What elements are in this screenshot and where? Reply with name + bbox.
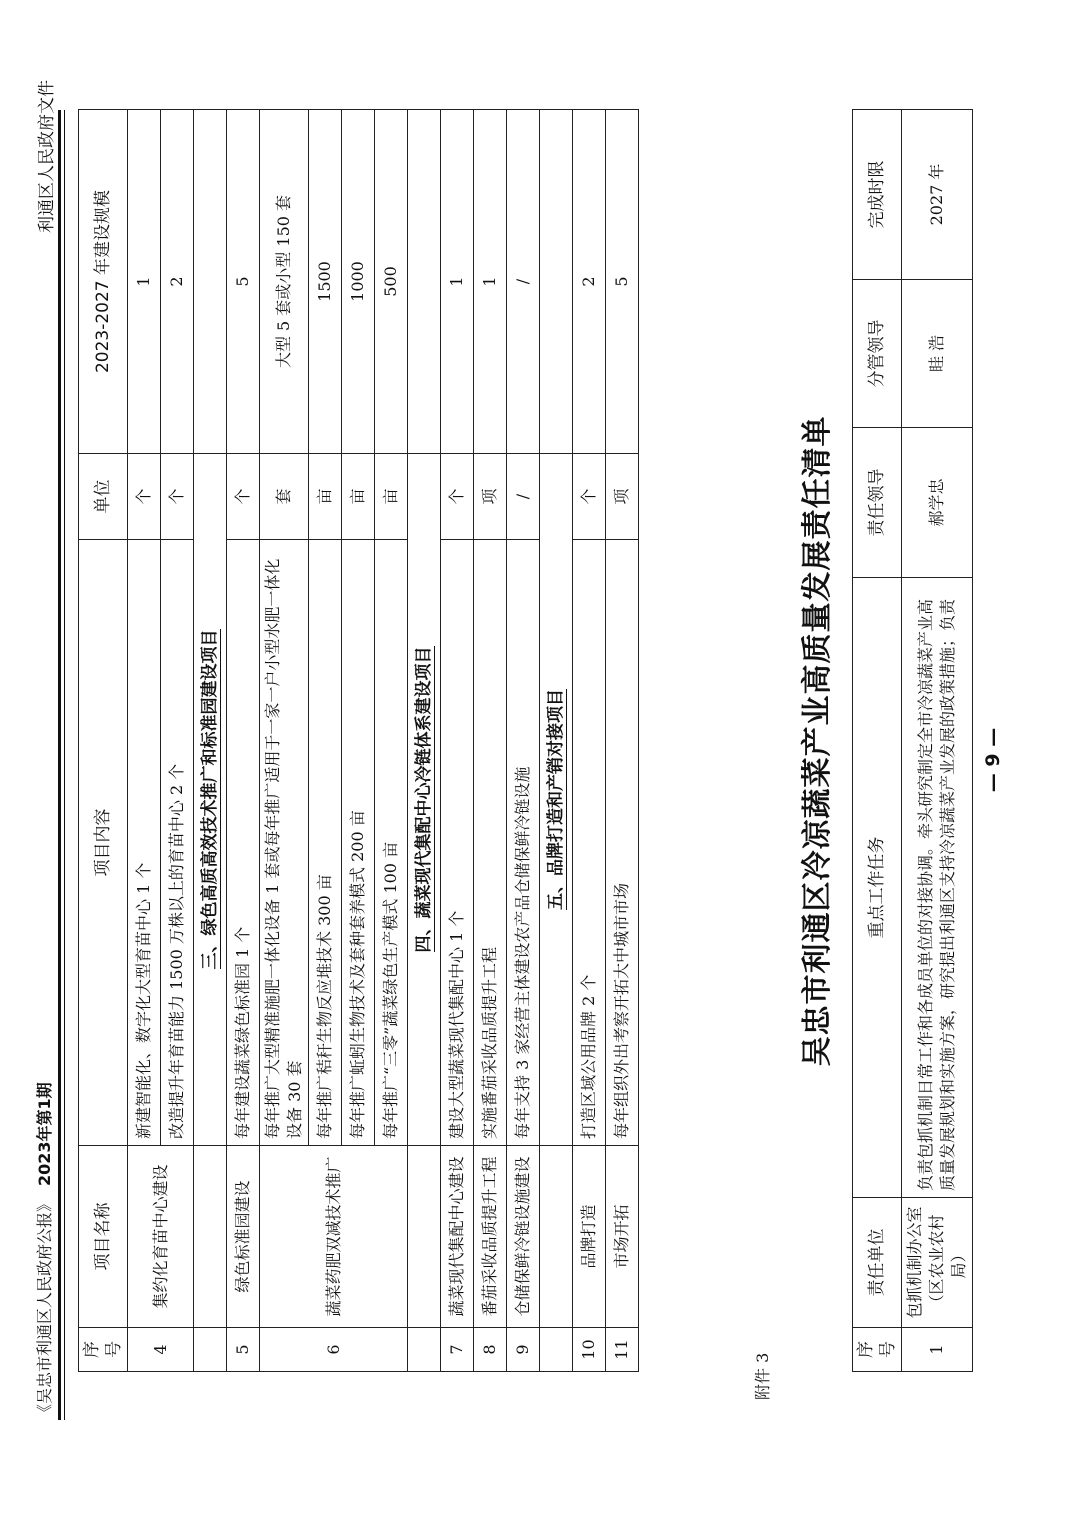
row-no: 11 xyxy=(606,1328,639,1372)
row-scale: 2 xyxy=(573,110,606,454)
row-name: 集约化育苗中心建设 xyxy=(128,1146,194,1328)
row-scale: 1 xyxy=(441,110,474,454)
row-scale: 1 xyxy=(474,110,507,454)
row-no: 10 xyxy=(573,1328,606,1372)
row-unit: 项 xyxy=(474,454,507,540)
issue-number: 2023年第1期 xyxy=(35,1082,54,1186)
row-scale: 2 xyxy=(161,110,194,454)
row-unit: 个 xyxy=(227,454,260,540)
project-table-header xyxy=(79,110,128,1372)
row-name: 番茄采收品质提升工程 xyxy=(474,1146,507,1328)
section-title-5: 五、品牌打造和产销对接项目 xyxy=(546,689,566,910)
row-no: 6 xyxy=(260,1328,408,1372)
section-row xyxy=(540,110,573,1372)
row-content: 每年推广“三零”蔬菜绿色生产模式 100 亩 xyxy=(375,540,408,1146)
row-scale: 500 xyxy=(375,110,408,454)
row-no: 1 xyxy=(902,1328,973,1372)
page-number: — 9 — xyxy=(982,727,1004,793)
row-unit: 套 xyxy=(260,454,309,540)
row-content: 每年推广蚯蚓生物技术及套种套养模式 200 亩 xyxy=(342,540,375,1146)
header-scale: 2023-2027 年建设规模 xyxy=(79,110,128,454)
row-content: 每年推广大型精准施肥一体化设备 1 套或每年推广适用于一家一户小型水肥一体化设备 30 套 xyxy=(260,540,309,1146)
row-content: 实施番茄采收品质提升工程 xyxy=(474,540,507,1146)
row-scale: 1500 xyxy=(309,110,342,454)
header-charge: 分管领导 xyxy=(853,280,902,428)
row-no: 9 xyxy=(507,1328,540,1372)
row-scale: 5 xyxy=(227,110,260,454)
responsibility-list-title: 吴忠市利通区冷凉蔬菜产业高质量发展责任清单 xyxy=(800,415,835,1067)
row-unit: / xyxy=(507,454,540,540)
row-unit: 个 xyxy=(128,454,161,540)
header-rule-thin xyxy=(64,110,65,1420)
row-no: 4 xyxy=(128,1328,194,1372)
row-content: 改造提升年育苗能力 1500 万株以上的育苗中心 2 个 xyxy=(161,540,194,1146)
header-document-type: 利通区人民政府文件 xyxy=(37,80,57,233)
table-row xyxy=(606,110,639,1372)
project-table xyxy=(78,109,639,1372)
row-unit: 个 xyxy=(573,454,606,540)
row-name: 市场开拓 xyxy=(606,1146,639,1328)
row-content: 新建智能化、数字化大型育苗中心 1 个 xyxy=(128,540,161,1146)
row-deadline: 2027 年 xyxy=(902,110,973,280)
table-row xyxy=(227,110,260,1372)
rotated-page xyxy=(20,20,1054,1500)
header-publication xyxy=(32,1082,55,1420)
row-name: 蔬菜药肥双减技术推广 xyxy=(260,1146,408,1328)
section-title-4: 四、蔬菜现代集配中心冷链体系建设项目 xyxy=(414,646,434,953)
row-scale: 5 xyxy=(606,110,639,454)
section-row xyxy=(194,110,227,1372)
row-scale: 1 xyxy=(128,110,161,454)
header-rule-thick xyxy=(58,110,61,1420)
row-scale: / xyxy=(507,110,540,454)
row-no: 5 xyxy=(227,1328,260,1372)
table-row xyxy=(573,110,606,1372)
header-no: 序号 xyxy=(79,1328,128,1372)
table-row xyxy=(902,110,973,1372)
row-unit: 个 xyxy=(161,454,194,540)
row-content: 建设大型蔬菜现代集配中心 1 个 xyxy=(441,540,474,1146)
row-content: 每年支持 3 家经营主体建设农产品仓储保鲜冷链设施 xyxy=(507,540,540,1146)
responsibility-table-header xyxy=(853,110,902,1372)
responsibility-table xyxy=(852,109,973,1372)
header-lead: 责任领导 xyxy=(853,428,902,578)
table-row xyxy=(128,110,161,1372)
row-unit: 项 xyxy=(606,454,639,540)
attachment-label: 附件 3 xyxy=(753,1352,772,1400)
row-name: 品牌打造 xyxy=(573,1146,606,1328)
row-task: 负责包抓机制日常工作和各成员单位的对接协调。牵头研究制定全市冷凉蔬菜产业高质量发展规划和实施方案，研究提出利通区支持冷凉蔬菜产业发展的政策措施；负责 xyxy=(902,578,973,1198)
section-row xyxy=(408,110,441,1372)
row-no: 7 xyxy=(441,1328,474,1372)
row-scale: 1000 xyxy=(342,110,375,454)
table-row xyxy=(507,110,540,1372)
row-unit: 亩 xyxy=(375,454,408,540)
table-row xyxy=(260,110,309,1372)
header-content: 项目内容 xyxy=(79,540,128,1146)
header-task: 重点工作任务 xyxy=(853,578,902,1198)
row-scale: 大型 5 套或小型 150 套 xyxy=(260,110,309,454)
row-unit: 包抓机制办公室（区农业农村局） xyxy=(902,1198,973,1328)
row-unit: 亩 xyxy=(342,454,375,540)
row-name: 蔬菜现代集配中心建设 xyxy=(441,1146,474,1328)
row-lead: 郝学忠 xyxy=(902,428,973,578)
header-name: 项目名称 xyxy=(79,1146,128,1328)
header-unit: 单位 xyxy=(79,454,128,540)
table-row xyxy=(441,110,474,1372)
table-row xyxy=(474,110,507,1372)
row-unit: 个 xyxy=(441,454,474,540)
row-content: 每年建设蔬菜绿色标准园 1 个 xyxy=(227,540,260,1146)
row-name: 绿色标准园建设 xyxy=(227,1146,260,1328)
publication-name: 《吴忠市利通区人民政府公报》 xyxy=(35,1195,54,1420)
row-unit: 亩 xyxy=(309,454,342,540)
row-content: 打造区域公用品牌 2 个 xyxy=(573,540,606,1146)
section-title-3: 三、绿色高质高效技术推广和标准园建设项目 xyxy=(200,629,220,970)
row-name: 仓储保鲜冷链设施建设 xyxy=(507,1146,540,1328)
header-no: 序号 xyxy=(853,1328,902,1372)
row-content: 每年组织外出考察开拓大中城市市场 xyxy=(606,540,639,1146)
header-deadline: 完成时限 xyxy=(853,110,902,280)
header-unit: 责任单位 xyxy=(853,1198,902,1328)
row-content: 每年推广秸秆生物反应堆技术 300 亩 xyxy=(309,540,342,1146)
row-charge: 眭 浩 xyxy=(902,280,973,428)
row-no: 8 xyxy=(474,1328,507,1372)
